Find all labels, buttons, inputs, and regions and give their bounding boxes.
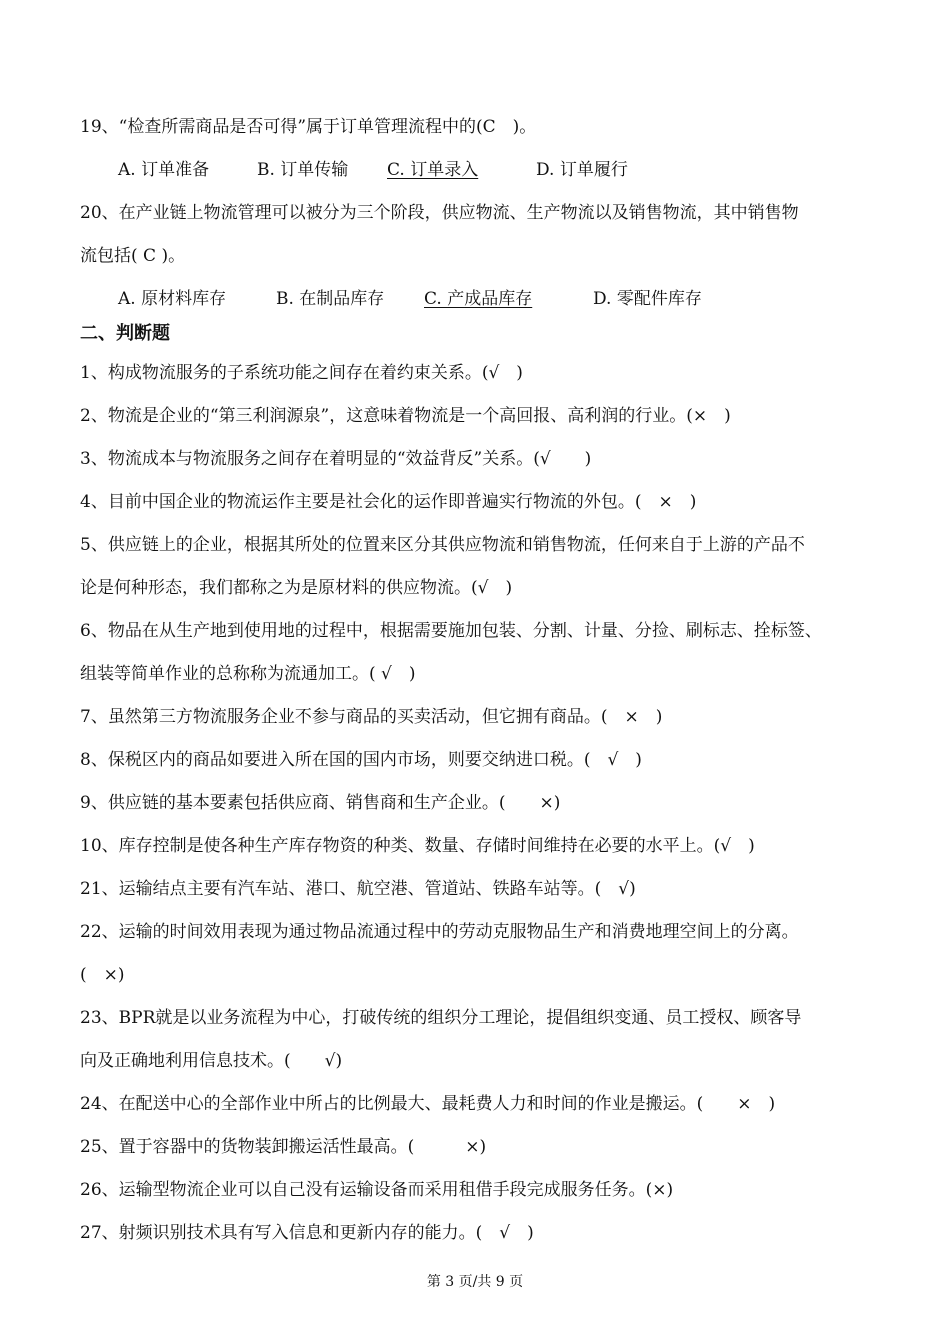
question-20-stem-line1: 20、在产业链上物流管理可以被分为三个阶段，供应物流、生产物流以及销售物流，其中销售物: [80, 203, 799, 223]
judgment-item: 10、库存控制是使各种生产库存物资的种类、数量、存储时间维持在必要的水平上。(√ ): [80, 836, 755, 856]
option-a: A. 订单准备: [118, 160, 210, 180]
judgment-item: 1、构成物流服务的子系统功能之间存在着约束关系。(√ ): [80, 363, 523, 383]
judgment-item: 7、虽然第三方物流服务企业不参与商品的买卖活动，但它拥有商品。( × ): [80, 707, 663, 727]
question-19-options: [80, 159, 910, 183]
judgment-item-continued: 向及正确地利用信息技术。( √): [80, 1051, 343, 1071]
option-c-correct: C. 产成品库存: [424, 289, 533, 309]
judgment-item: 23、BPR就是以业务流程为中心，打破传统的组织分工理论，提倡组织变通、员工授权、顾客导: [80, 1008, 802, 1028]
option-b: B. 订单传输: [257, 160, 349, 180]
judgment-item: 24、在配送中心的全部作业中所占的比例最大、最耗费人力和时间的作业是搬运。( × ): [80, 1094, 776, 1114]
judgment-item: 5、供应链上的企业，根据其所处的位置来区分其供应物流和销售物流，任何来自于上游的产品不: [80, 535, 805, 555]
section-title: 二、判断题: [80, 323, 170, 344]
option-a: A. 原材料库存: [118, 289, 227, 309]
question-19-stem: 19、“检查所需商品是否可得”属于订单管理流程中的(C )。: [80, 117, 537, 137]
judgment-item: 27、射频识别技术具有写入信息和更新内存的能力。( √ ): [80, 1223, 534, 1243]
judgment-item-continued: ( ×): [80, 965, 125, 985]
judgment-item: 8、保税区内的商品如要进入所在国的国内市场，则要交纳进口税。( √ ): [80, 750, 642, 770]
judgment-item: 26、运输型物流企业可以自己没有运输设备而采用租借手段完成服务任务。(×): [80, 1180, 674, 1200]
page-number-footer: 第 3 页/共 9 页: [426, 1274, 524, 1290]
question-20-stem-line2: 流包括( C )。: [80, 246, 186, 266]
judgment-item-continued: 组装等简单作业的总称称为流通加工。( √ ): [80, 664, 416, 684]
question-20-options: [80, 288, 910, 312]
judgment-item: 4、目前中国企业的物流运作主要是社会化的运作即普遍实行物流的外包。( × ): [80, 492, 697, 512]
judgment-item: 22、运输的时间效用表现为通过物品流通过程中的劳动克服物品生产和消费地理空间上的分离。: [80, 922, 799, 942]
judgment-item: 6、物品在从生产地到使用地的过程中，根据需要施加包装、分割、计量、分捡、刷标志、拴标签、: [80, 621, 822, 641]
judgment-item: 21、运输结点主要有汽车站、港口、航空港、管道站、铁路车站等。( √): [80, 879, 636, 899]
judgment-item: 3、物流成本与物流服务之间存在着明显的“效益背反”关系。(√ ): [80, 449, 592, 469]
judgment-item-continued: 论是何种形态，我们都称之为是原材料的供应物流。(√ ): [80, 578, 513, 598]
option-d: D. 订单履行: [536, 160, 628, 180]
option-b: B. 在制品库存: [276, 289, 385, 309]
judgment-item: 25、置于容器中的货物装卸搬运活性最高。( ×): [80, 1137, 487, 1157]
judgment-item: 9、供应链的基本要素包括供应商、销售商和生产企业。( ×): [80, 793, 561, 813]
option-c-correct: C. 订单录入: [387, 160, 479, 180]
judgment-item: 2、物流是企业的“第三利润源泉”，这意味着物流是一个高回报、高利润的行业。(× ): [80, 406, 731, 426]
option-d: D. 零配件库存: [593, 289, 702, 309]
